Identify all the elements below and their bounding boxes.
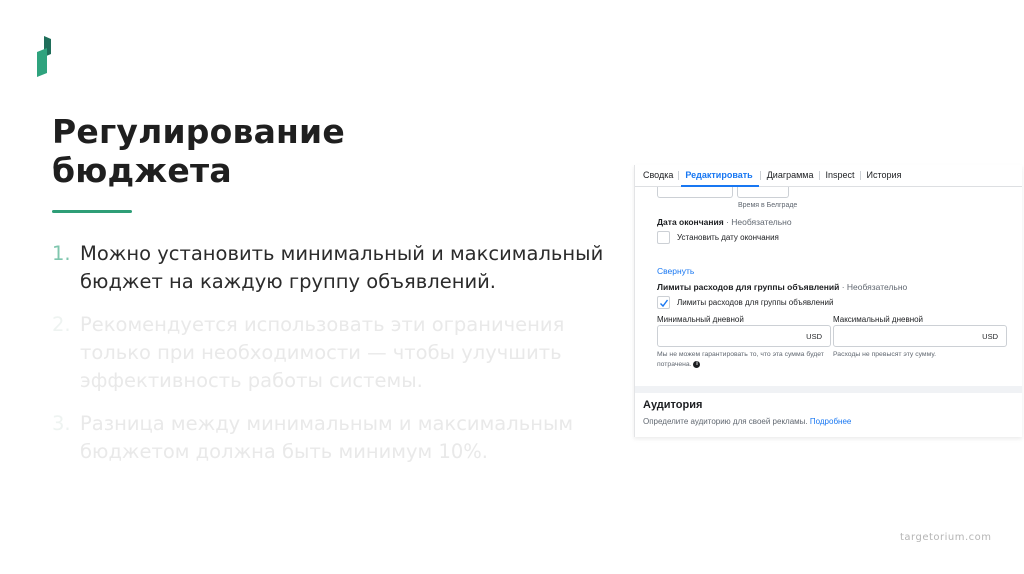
list-number: 1.	[52, 242, 71, 265]
brand-logo	[34, 36, 52, 78]
ads-manager-screenshot	[634, 165, 1022, 437]
title-underline	[52, 210, 132, 213]
list-text: Рекомендуется использовать эти ограничения только при необходимости — чтобы улучшить эффективность работы системы.	[80, 313, 565, 392]
list-item	[52, 240, 612, 296]
min-daily-label: Минимальный дневной	[657, 315, 744, 324]
list-item	[52, 410, 612, 466]
tab-history[interactable]: История	[866, 170, 902, 180]
audience-title: Аудитория	[643, 399, 703, 411]
tab-edit[interactable]: Редактировать	[685, 170, 764, 186]
timezone-note: Время в Белграде	[738, 202, 798, 209]
tab-bar	[635, 165, 1022, 187]
min-note-text: Мы не можем гарантировать то, что эта сумма будет потрачена.	[657, 351, 824, 368]
min-daily-note	[657, 350, 827, 370]
title-line-2: бюджета	[52, 151, 232, 190]
optional-tag: · Необязательно	[839, 282, 908, 292]
list-text: Можно установить минимальный и максимальный бюджет на каждую группу объявлений.	[80, 242, 604, 293]
spend-limits-checkbox-label: Лимиты расходов для группы объявлений	[677, 298, 834, 307]
max-daily-input[interactable]	[833, 325, 1007, 347]
end-date-label	[657, 217, 792, 227]
end-date-checkbox[interactable]	[657, 231, 670, 244]
list-number: 2.	[52, 313, 71, 336]
spend-limits-label	[657, 282, 907, 292]
points-list	[52, 240, 612, 481]
spend-limits-checkbox[interactable]	[657, 296, 670, 309]
checkmark-icon	[659, 298, 669, 308]
slide-title	[52, 112, 452, 190]
tab-inspect[interactable]: Inspect	[826, 170, 865, 186]
start-date-fields	[657, 187, 789, 198]
optional-tag: · Необязательно	[723, 217, 792, 227]
currency-label: USD	[806, 332, 822, 341]
tab-summary[interactable]: Сводка	[643, 170, 683, 186]
section-divider	[635, 386, 1022, 393]
min-daily-input[interactable]	[657, 325, 831, 347]
list-item	[52, 311, 612, 395]
list-text: Разница между минимальным и максимальным бюджетом должна быть минимум 10%.	[80, 412, 574, 463]
learn-more-link[interactable]: Подробнее	[809, 417, 852, 426]
footer-site: targetorium.com	[900, 532, 992, 543]
max-daily-label: Максимальный дневной	[833, 315, 924, 324]
end-date-label-text: Дата окончания	[657, 217, 724, 227]
title-line-1: Регулирование	[52, 112, 345, 151]
start-date-input[interactable]	[657, 187, 733, 198]
collapse-link[interactable]: Свернуть	[657, 266, 695, 276]
audience-desc-text: Определите аудиторию для своей рекламы.	[643, 417, 808, 426]
currency-label: USD	[982, 332, 998, 341]
list-number: 3.	[52, 412, 71, 435]
spend-limits-label-text: Лимиты расходов для группы объявлений	[657, 282, 840, 292]
max-daily-note: Расходы не превысят эту сумму.	[833, 351, 936, 358]
start-time-input[interactable]	[737, 187, 789, 198]
audience-description	[643, 417, 851, 426]
info-icon[interactable]: i	[693, 361, 700, 368]
tab-chart[interactable]: Диаграмма	[767, 170, 824, 186]
end-date-checkbox-label: Установить дату окончания	[677, 233, 779, 242]
